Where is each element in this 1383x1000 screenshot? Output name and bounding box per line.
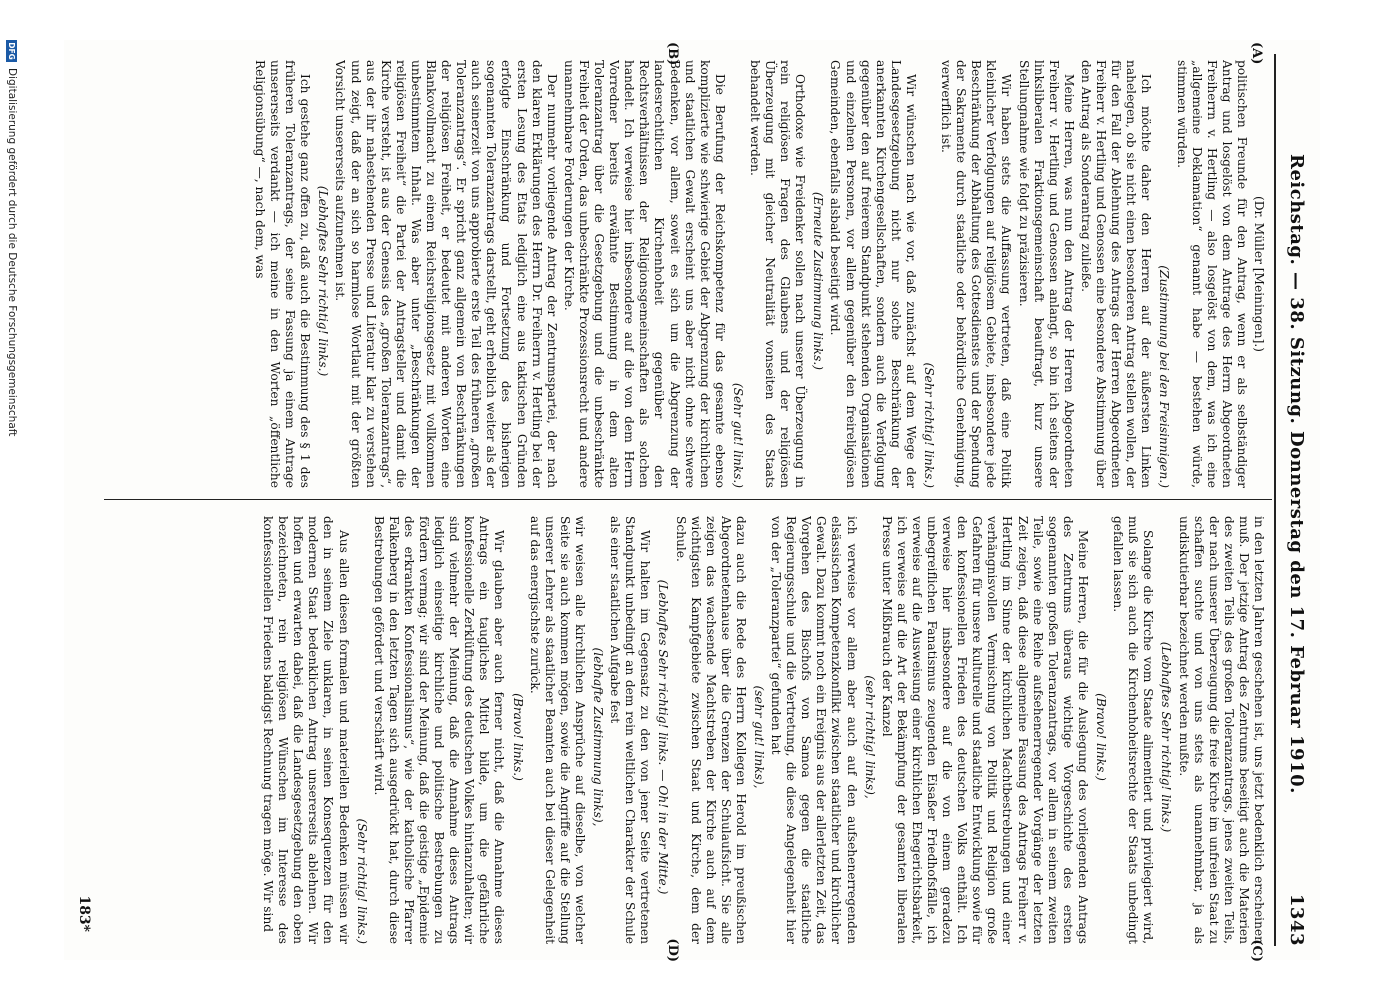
margin-marker-c: (C)	[1249, 939, 1264, 962]
paragraph: Ich möchte daher den Herren auf der äußersten Linken nahelegen, ob sie nicht einen besonderen Antrag stellen wollen, der für den Fall der Ablehnung des Antrags der Herren Abgeordneten Freiherr v. Hertling und Genossen eine besondere Abstimmung über den Antrag als Sonderantrag zuließe.	[1078, 60, 1154, 488]
running-header	[1280, 54, 1314, 946]
header-rule	[1274, 54, 1276, 946]
paragraph: Aus allen diesen formalen und materiellen Bedenken müssen wir den in seinem Ziele unklaren, in seinen Konsequenzen für den modernen Staat bedenklichen Antrag unsererseits ablehnen. Wir hoffen und erwarten dabei, daß die Landesgesetzgebung den oben bezeichneten, rein religiösen Wünschen im Interesse des konfessionellen Friedens baldigst Rechnung tragen möge. Wir sind	[261, 516, 351, 944]
paragraph: Wir haben stets die Auffassung vertreten, daß eine Politik kleinlicher Verfolgungen auf religiösem Gebiete, insbesondere jede Beschränkung der Abhaltung des Gottesdienstes und der Spendung der Sakramente durch staatliche oder behördliche Genehmigung, verwerflich ist.	[939, 60, 1014, 488]
paragraph: Wir glauben aber auch ferner nicht, daß die Annahme dieses Antrags ein taugliches Mittel bilde, um die gefährliche konfessionelle Zerklüftung des deutschen Volkes hintanzuhalten; wir sind vielmehr der Meinung, daß die Annahme dieses Antrags lediglich einseitige kirchliche und politische Bestrebungen zu fördern vermag; wir sind der Meinung, daß die geistige „Epidemie des erkrankten Konfessionalismus“, wie der katholische Pfarrer Falkenberg in den letzten Tagen sich ausgedrückt hat, durch diese Bestrebungen gefördert und verschärft wird.	[371, 516, 507, 944]
margin-marker-d: (D)	[665, 938, 680, 962]
speaker-name: (Dr. Müller [Meiningen].)	[1252, 196, 1266, 352]
sheet-signature: 183*	[76, 895, 92, 932]
interjection: (Lebhaftes Sehr richtig! links.)	[316, 185, 331, 377]
margin-marker-b: (B)	[665, 42, 680, 66]
interjection: (Lebhaftes Sehr richtig! links.)	[1159, 641, 1174, 833]
paragraph: in den letzten Jahren geschehen ist, uns jetzt bedenklich erscheinen muß. Der jetzige Antrag des Zentrums beseitigt auch die Materien des zweiten Teils des großen Toleranzantrags, jenes zweiten Teils, der nach unserer Überzeugung die freie Kirche im unfreien Staat zu schaffen suchte und von uns stets als unannehmbar, ja als undiskutierbar bezeichnet werden mußte.	[1176, 516, 1266, 944]
paragraph: Ich gestehe ganz offen zu, daß auch die Bestimmung des § 1 des früheren Toleranzantrags, der seine Fassung ja einem Antrage unsererseits verdankt — ich meine in den Worten „öffentliche Religionsübung“ —, nach dem, was	[253, 60, 313, 488]
column-divider	[104, 499, 1272, 500]
interjection: (Bravo! links.)	[510, 693, 525, 781]
page-number: 1343	[1286, 893, 1308, 946]
interjection: (sehr richtig! links),	[862, 675, 877, 799]
paragraph: ich verweise vor allem aber auch auf den aufsehenerregenden elsässischen Kompetenzkonflikt zwischen staatlicher und kirchlicher Gewalt. Dazu kommt noch ein Ereignis aus der allerletzten Zeit, das Vorgehen des Bischofs von Samoa gegen die staatliche Regierungsschule und die Vertretung, die diese Angelegenheit hier von der „Toleranzpartei“ gefunden hat	[769, 516, 859, 944]
paragraph: dazu auch die Rede des Herrn Kollegen Herold im preußischen Abgeordnetenhause über die Grenzen der Schulaufsicht. Sie alle zeigen das wachsende Machtstreben der Kirche auch auf dem wichtigsten Kampfgebiete zwischen Staat und Kirche, dem der Schule.	[673, 516, 748, 944]
right-column	[124, 516, 1266, 944]
funding-sidebar	[4, 40, 20, 960]
header-title: Reichstag. — 38. Sitzung. Donnerstag den 17. Februar 1910.	[1286, 154, 1308, 794]
paragraph: Der nunmehr vorliegende Antrag der Zentrumspartei, der nach den klaren Erklärungen des Herrn Dr. Freiherrn v. Hertling bei der ersten Lesung des Etats lediglich eine aus taktischen Gründen erfolgte Einschränkung und Fortsetzung des bisherigen sogenannten Toleranzantrags darstellt, geht erheblich weiter als der auch seinerzeit von uns approbierte erste Teil des früheren „großen Toleranzantrags“. Er spricht ganz allgemein von Beschränkungen der religiösen Freiheit, er bedeutet mit anderen Worten eine Blankovollmacht zu einem Reichsreligionsgesetz mit vollkommen unbestimmtem Inhalt. Was aber unter „Beschränkungen der religiösen Freiheit“ die Partei der Antragsteller und damit die Kirche versteht, ist aus der Genesis des „großen Toleranzantrags“, aus der ihr nahestehenden Presse und Literatur klar zu verstehen und zeigt, daß der an sich so harmlose Wortlaut mit der größten Vorsicht unsererseits aufzunehmen ist.	[333, 60, 559, 488]
paragraph: Meine Herren, die für die Auslegung des vorliegenden Antrags des Zentrums überaus wichtige Vorgeschichte des ersten sogenannten großen Toleranzantrags, vor allem in seinem zweiten Teile, sowie eine Reihe aufsehenerregender Vorgänge der letzten Zeit zeigen, daß diese allgemeine Fassung des Antrags Freiherr v. Hertling im Sinne der kirchlichen Machtbestrebungen und einer verhängnisvollen Vermischung von Politik und Religion große Gefahren für unsere kulturelle und staatliche Entwicklung sowie für den konfessionellen Frieden des deutschen Volks enthält. Ich verweise hier insbesondere auf die von einem geradezu unbegreiflichen Fanatismus zeugenden Eisaßer Friedhofsfälle, ich verweise auf die Ausweisung einer kirchlichen Ehegerichtsbarkeit, ich verweise auf die Art der Bekämpfung der gesamten liberalen Presse unter Mißbrauch der Kanzel	[879, 516, 1090, 944]
left-column	[124, 60, 1266, 488]
paragraph: Wir halten im Gegensatz zu den von jener Seite vertretenen Standpunkt unbedingt an dem rein weltlichen Charakter der Schule als einer staatlichen Aufgabe fest	[608, 516, 653, 944]
interjection: (Erneute Zustimmung links.)	[811, 191, 826, 371]
funding-note: Digitalisierung gefördert durch die Deutsche Forschungsgemeinschaft	[6, 68, 18, 437]
paragraph: Wir wünschen nach wie vor, daß zunächst auf dem Wege der Landesgesetzgebung nicht nur solche Beschränkung der anerkannten Kirchengesellschaften, sondern auch die Verfolgung gegenüber den auf freierem Standpunkt stehenden Organisationen und einzelnen Personen, vor allem gegenüber den freireligiösen Gemeinden, ebenfalls alsbald beseitigt wird.	[828, 60, 918, 488]
scanned-page	[64, 40, 1320, 960]
paragraph: Orthodoxe wie Freidenker sollen nach unserer Überzeugung in rein religiösen Fragen des Glaubens und der religiösen Überzeugung mit gleicher Neutralität vonseiten des Staats behandelt werden.	[748, 60, 808, 488]
paragraph: politischen Freunde für den Antrag, wenn er als selbständiger Antrag und losgelöst von dem Antrage des Herrn Abgeordneten Freiherrn v. Hertling — also losgelöst von dem, was ich eine „allgemeine Deklamation“ genannt habe — bestehen würde, stimmen würden.	[1174, 60, 1249, 488]
paragraph: Meine Herren, was nun den Antrag der Herren Abgeordneten Freiherr v. Hertling und Genossen anlangt, so bin ich seitens der linksliberalen Fraktionsgemeinschaft beauftragt, kurz unsere Stellungnahme wie folgt zu präzisieren.	[1016, 60, 1076, 488]
interjection: (Sehr richtig! links.)	[354, 818, 369, 944]
interjection: (lebhafte Zustimmung links),	[591, 647, 606, 827]
interjection: (sehr gut! links),	[752, 685, 766, 789]
interjection: (Sehr gut! links.)	[730, 382, 745, 488]
paragraph: Die Berufung der Reichskompetenz für das gesamte ebenso komplizierte wie schwierige Gebiet der Abgrenzung der kirchlichen und staatlichen Gewalt erscheint uns aber nicht ohne schwere Bedenken, vor allem, soweit es sich um die Abgrenzung der landesrechtlichen Kirchenhoheit gegenüber den Rechtsverhältnissen der Religionsgemeinschaften als solchen handelt. Ich verweise hier insbesondere auf die von dem Herrn Vorredner bereits erwähnte Bestimmung in dem alten Toleranzantrag über die Gesetzgebung und die unbeschränkte Freiheit der Orden, das unbeschränkte Prozessionsrecht und andere unannehmbare Forderungen der Kirche.	[561, 60, 727, 488]
paragraph: Solange die Kirche vom Staate alimentiert und privilegiert wird, muß sie sich auch die Kirchenhoheitsrechte der Staats unbedingt gefallen lassen.	[1111, 516, 1156, 944]
interjection: (Lebhaftes Sehr richtig! links. — Oh! in der Mitte.)	[656, 579, 671, 895]
margin-marker-a: (A)	[1249, 42, 1264, 65]
interjection: (Sehr richtig! links.)	[922, 362, 937, 488]
interjection: (Bravo! links.)	[1094, 693, 1109, 781]
interjection: (Zustimmung bei den Freisinnigen.)	[1157, 265, 1172, 488]
paragraph: wir weisen alle kirchlichen Ansprüche auf dieselbe, von welcher Seite sie auch kommen mögen, sowie die Angriffe auf die Stellung unserer Lehrer als staatlicher Beamten auch bei dieser Gelegenheit auf das energischste zurück.	[527, 516, 587, 944]
rotated-page-content	[64, 40, 1320, 960]
dfg-logo-icon: DFG	[7, 40, 18, 62]
